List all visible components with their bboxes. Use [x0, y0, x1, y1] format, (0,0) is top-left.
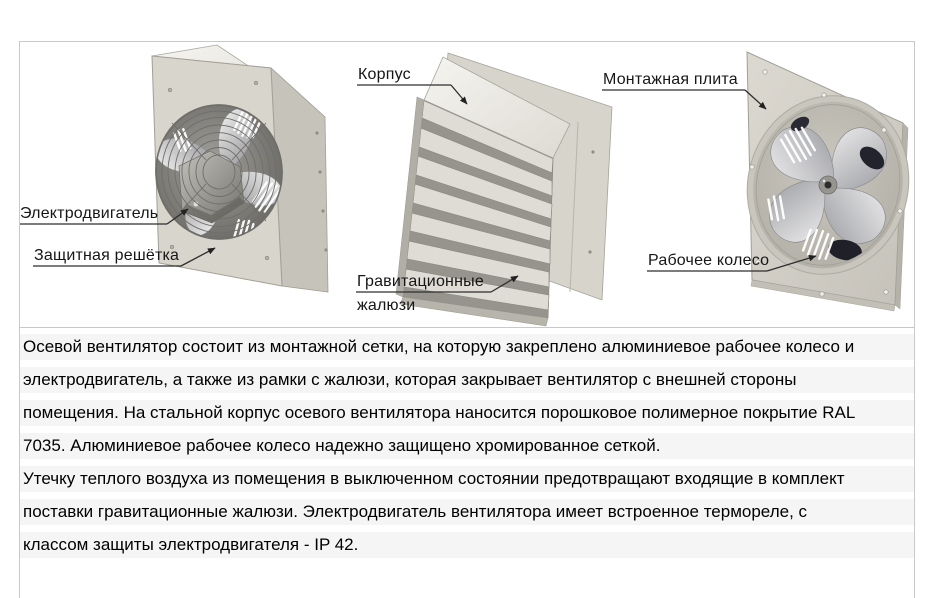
callout-mounting-plate	[602, 71, 766, 109]
description-line: Утечку теплого воздуха из помещения в выключенном состоянии предотвращают входящие в комплект	[20, 466, 914, 492]
axial-fan-back-view-image	[726, 52, 914, 311]
label-mounting-plate: Монтажная плита	[603, 71, 738, 88]
label-protective-grille: Защитная решётка	[34, 247, 180, 264]
description-line: 7035. Алюминиевое рабочее колесо надежно защищено хромированное сеткой.	[20, 433, 914, 459]
content-frame	[19, 41, 915, 598]
label-gravity-louvers-line2: жалюзи	[357, 297, 416, 314]
description-line: помещения. На стальной корпус осевого вентилятора наносится порошковое полимерное покрытие RAL	[20, 400, 914, 426]
description-line: поставки гравитационные жалюзи. Электродвигатель вентилятора имеет встроенное термореле, с	[20, 499, 914, 525]
description-line: Осевой вентилятор состоит из монтажной сетки, на которую закреплено алюминиевое рабочее колесо и	[20, 334, 914, 360]
figure-row	[20, 42, 914, 328]
description-line: электродвигатель, а также из рамки с жалюзи, которая закрывает вентилятор с внешней стороны	[20, 367, 914, 393]
description-line: классом защиты электродвигателя - IP 42.	[20, 532, 914, 558]
label-motor: Электродвигатель	[20, 205, 159, 222]
label-impeller: Рабочее колесо	[648, 252, 770, 269]
fan-components-figure	[20, 42, 914, 327]
label-housing: Корпус	[358, 66, 411, 83]
label-gravity-louvers-line1: Гравитационные	[357, 273, 484, 290]
description-block	[20, 334, 914, 558]
